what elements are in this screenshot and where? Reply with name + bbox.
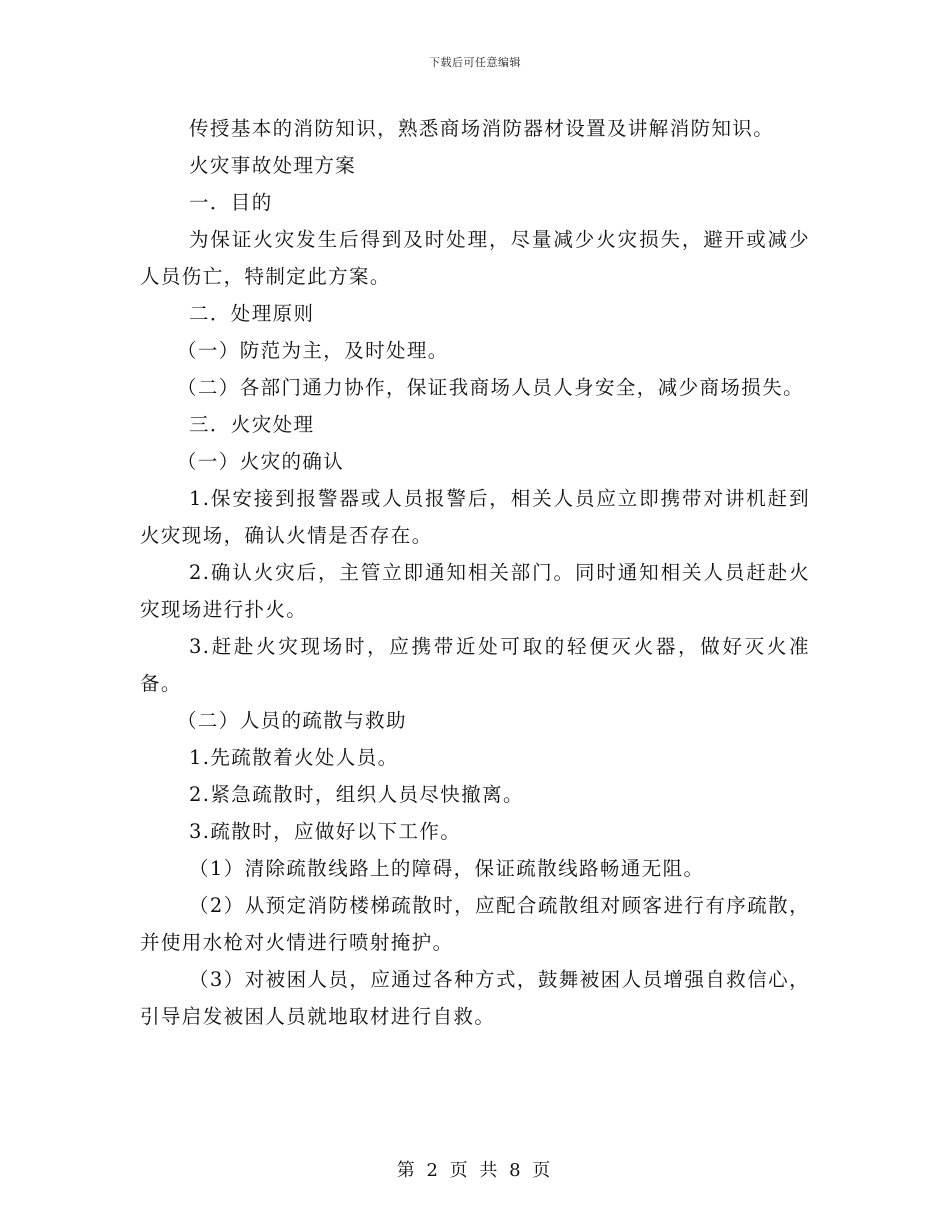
paragraph: 为保证火灾发生后得到及时处理，尽量减少火灾损失，避开或减少人员伤亡，特制定此方案。: [140, 228, 810, 288]
list-item: （一）防范为主，及时处理。: [177, 339, 449, 362]
list-item: 1.先疏散着火处人员。: [189, 746, 399, 769]
section-title: 火灾事故处理方案: [189, 154, 357, 177]
list-item: 2.紧急疏散时，组织人员尽快撤离。: [189, 783, 524, 806]
heading: 一．目的: [189, 191, 273, 214]
list-item: （1）清除疏散线路上的障碍，保证疏散线路畅通无阻。: [189, 857, 705, 880]
list-item: 3.赶赴火灾现场时，应携带近处可取的轻便灭火器，做好灭火准备。: [140, 635, 810, 695]
heading: 二．处理原则: [189, 302, 315, 325]
page-header: 下载后可任意编辑: [429, 56, 521, 69]
heading: 三．火灾处理: [189, 413, 315, 436]
list-item: （二）各部门通力协作，保证我商场人员人身安全，减少商场损失。: [177, 376, 805, 399]
page-footer: 第 2 页 共 8 页: [396, 1160, 554, 1181]
list-item: 2.确认火灾后，主管立即通知相关部门。同时通知相关人员赶赴火灾现场进行扑火。: [140, 561, 810, 621]
document-body: [140, 110, 810, 1035]
paragraph: 传授基本的消防知识，熟悉商场消防器材设置及讲解消防知识。: [189, 117, 775, 140]
list-item: （2）从预定消防楼梯疏散时，应配合疏散组对顾客进行有序疏散，并使用水枪对火情进行喷射掩护。: [140, 894, 810, 954]
list-item: 3.疏散时，应做好以下工作。: [189, 820, 462, 843]
subheading: （一）火灾的确认: [177, 450, 345, 473]
subheading: （二）人员的疏散与救助: [177, 709, 407, 732]
list-item: （3）对被困人员，应通过各种方式，鼓舞被困人员增强自救信心，引导启发被困人员就地取材进行自救。: [140, 968, 810, 1028]
list-item: 1.保安接到报警器或人员报警后，相关人员应立即携带对讲机赶到火灾现场，确认火情是否存在。: [140, 487, 810, 547]
